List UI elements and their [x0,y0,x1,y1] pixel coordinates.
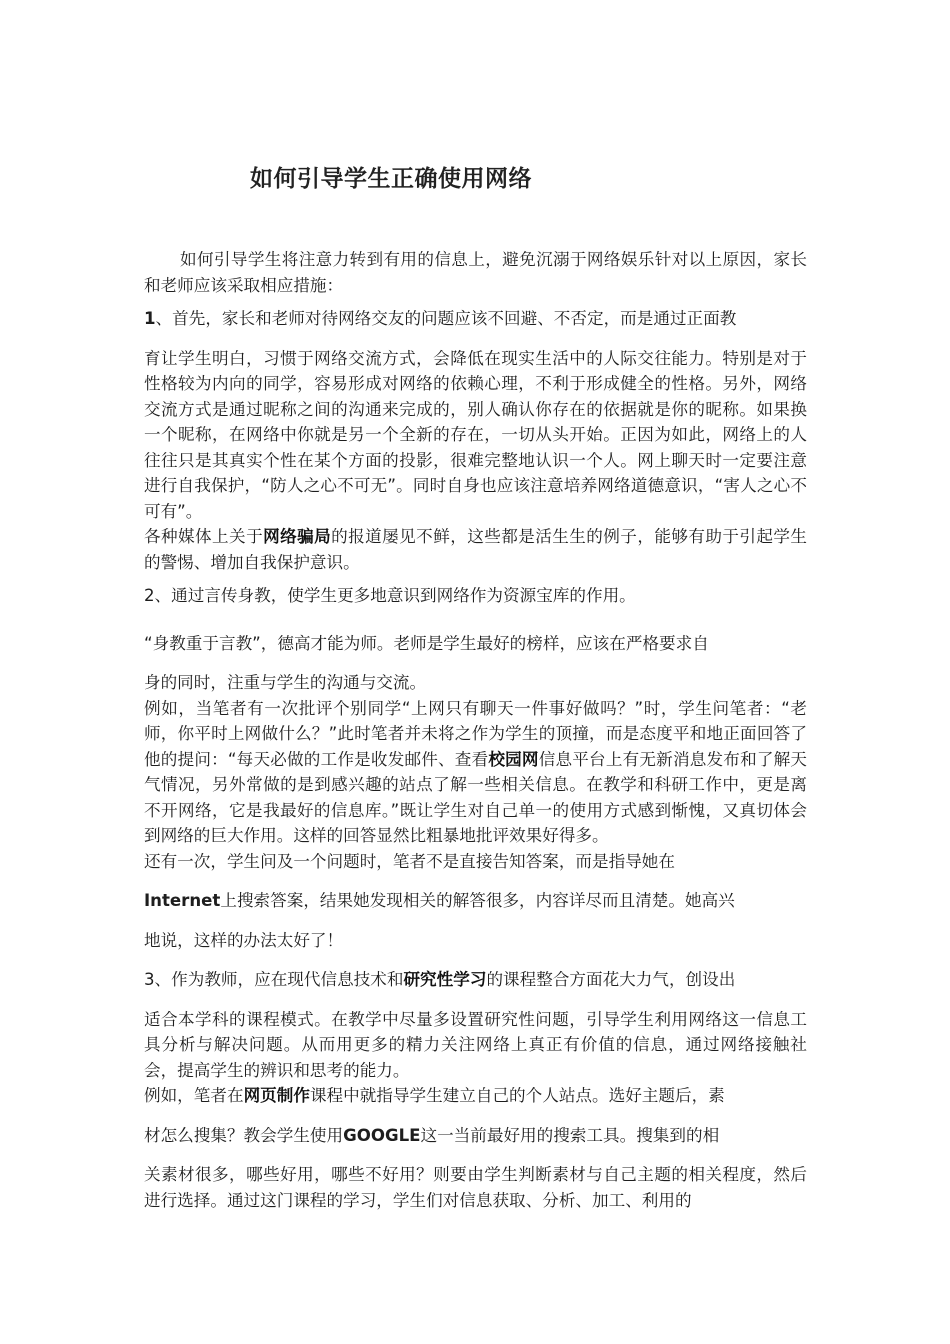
media-text-a: 各种媒体上关于 [144,527,264,546]
section-2-again: 还有一次，学生问及一个问题时，笔者不是直接告知答案，而是指导她在 [144,851,675,871]
media-text-b: 的报道屡见不鲜，这些都是活生生的例子，能够有助于引起学生的警惕、增加自我保护意识。 [144,527,808,572]
document-body [144,247,807,1213]
keyword-network-scam: 网络骗局 [263,527,332,546]
section-3-google-line [144,1123,807,1149]
s3-google-b: 这一当前最好用的搜索工具。搜集到的相 [420,1125,720,1145]
s3-google-a: 材怎么搜集？教会学生使用 [144,1125,344,1145]
internet-text-b: 上搜索答案，结果她发现相关的解答很多，内容详尽而且清楚。她高兴 [220,891,735,910]
section-3-heading [144,967,807,993]
section-1-heading-text: 、首先，家长和老师对待网络交友的问题应该不回避、不否定，而是通过正面教 [155,309,737,328]
section-2-example [144,696,807,849]
page-title: 如何引导学生正确使用网络 [250,166,532,192]
section-3-end: 关素材很多，哪些好用，哪些不好用？则要由学生判断素材与自己主题的相关程度，然后进行选择。通过这门课程的学习，学生们对信息获取、分析、加工、利用的 [144,1165,807,1210]
keyword-research-learning: 研究性学习 [403,970,487,989]
section-1-number: 1 [144,309,156,328]
section-3-body: 适合本学科的课程模式。在教学中尽量多设置研究性问题，引导学生利用网络这一信息工具分析与解决问题。从而用更多的精力关注网络上真正有价值的信息，通过网络接触社会，提高学生的辨识和思考的能力。 [144,1009,807,1080]
keyword-google: GOOGLE [343,1125,421,1145]
section-3-example [144,1083,807,1109]
section-3-heading-b: 的课程整合方面花大力气，创设出 [486,970,736,989]
s3-example-a: 例如，笔者在 [144,1086,244,1105]
section-2-internet-line [144,888,807,914]
section-1-heading [144,306,807,332]
intro-paragraph: 如何引导学生将注意力转到有用的信息上，避免沉溺于网络娱乐针对以上原因，家长和老师应该采取相应措施： [144,250,807,295]
section-1-body: 育让学生明白，习惯于网络交流方式，会降低在现实生活中的人际交往能力。特别是对于性格较为内向的同学，容易形成对网络的依赖心理，不利于形成健全的性格。另外，网络交流方式是通过昵称之间的沟通来完成的，别人确认你存在的依据就是你的昵称。如果换一个昵称，在网络中你就是另一个全新的存在，一切从头开始。正因为如此，网络上的人往往只是其真实个性在某个方面的投影，很难完整地认识一个人。网上聊天时一定要注意进行自我保护，“防人之心不可无”。同时自身也应该注意培养网络道德意识，“害人之心不可有”。 [144,348,807,521]
section-2-internet-end: 地说，这样的办法太好了！ [144,930,344,950]
s3-example-b: 课程中就指导学生建立自己的个人站点。选好主题后，素 [309,1086,725,1105]
section-2-quote-line-2: 身的同时，注重与学生的沟通与交流。 [144,673,427,692]
keyword-campus-network: 校园网 [488,749,539,769]
section-3-heading-a: 3、作为教师，应在现代信息技术和 [144,970,404,989]
example-text-b: 信息平台上有无新消息发布和了解天气情况，另外常做的是到感兴趣的站点了解一些相关信息。在教学和科研工作中，更是离不开网络，它是我最好的信息库。”既让学生对自己单一的使用方式感到惭愧，又真切体会到网络的巨大作用。这样的回答显然比粗暴地批评效果好得多。 [144,749,808,845]
section-2-quote-line: “身教重于言教”，德高才能为师。老师是学生最好的榜样，应该在严格要求自 [144,633,709,653]
section-1-media-paragraph [144,524,807,575]
keyword-web-design: 网页制作 [243,1086,310,1105]
example-text-a: 例如，当笔者有一次批评个别同学“上网只有聊天一件事好做吗？”时，学生问笔者：“老师，你平时上网做什么？”此时笔者并未将之作为学生的顶撞，而是态度平和地正面回答了他的提问：“每天必做的工作是收发邮件、查看 [144,698,807,769]
keyword-internet: Internet [144,891,221,910]
section-2-heading: 2、通过言传身教，使学生更多地意识到网络作为资源宝库的作用。 [144,586,636,605]
